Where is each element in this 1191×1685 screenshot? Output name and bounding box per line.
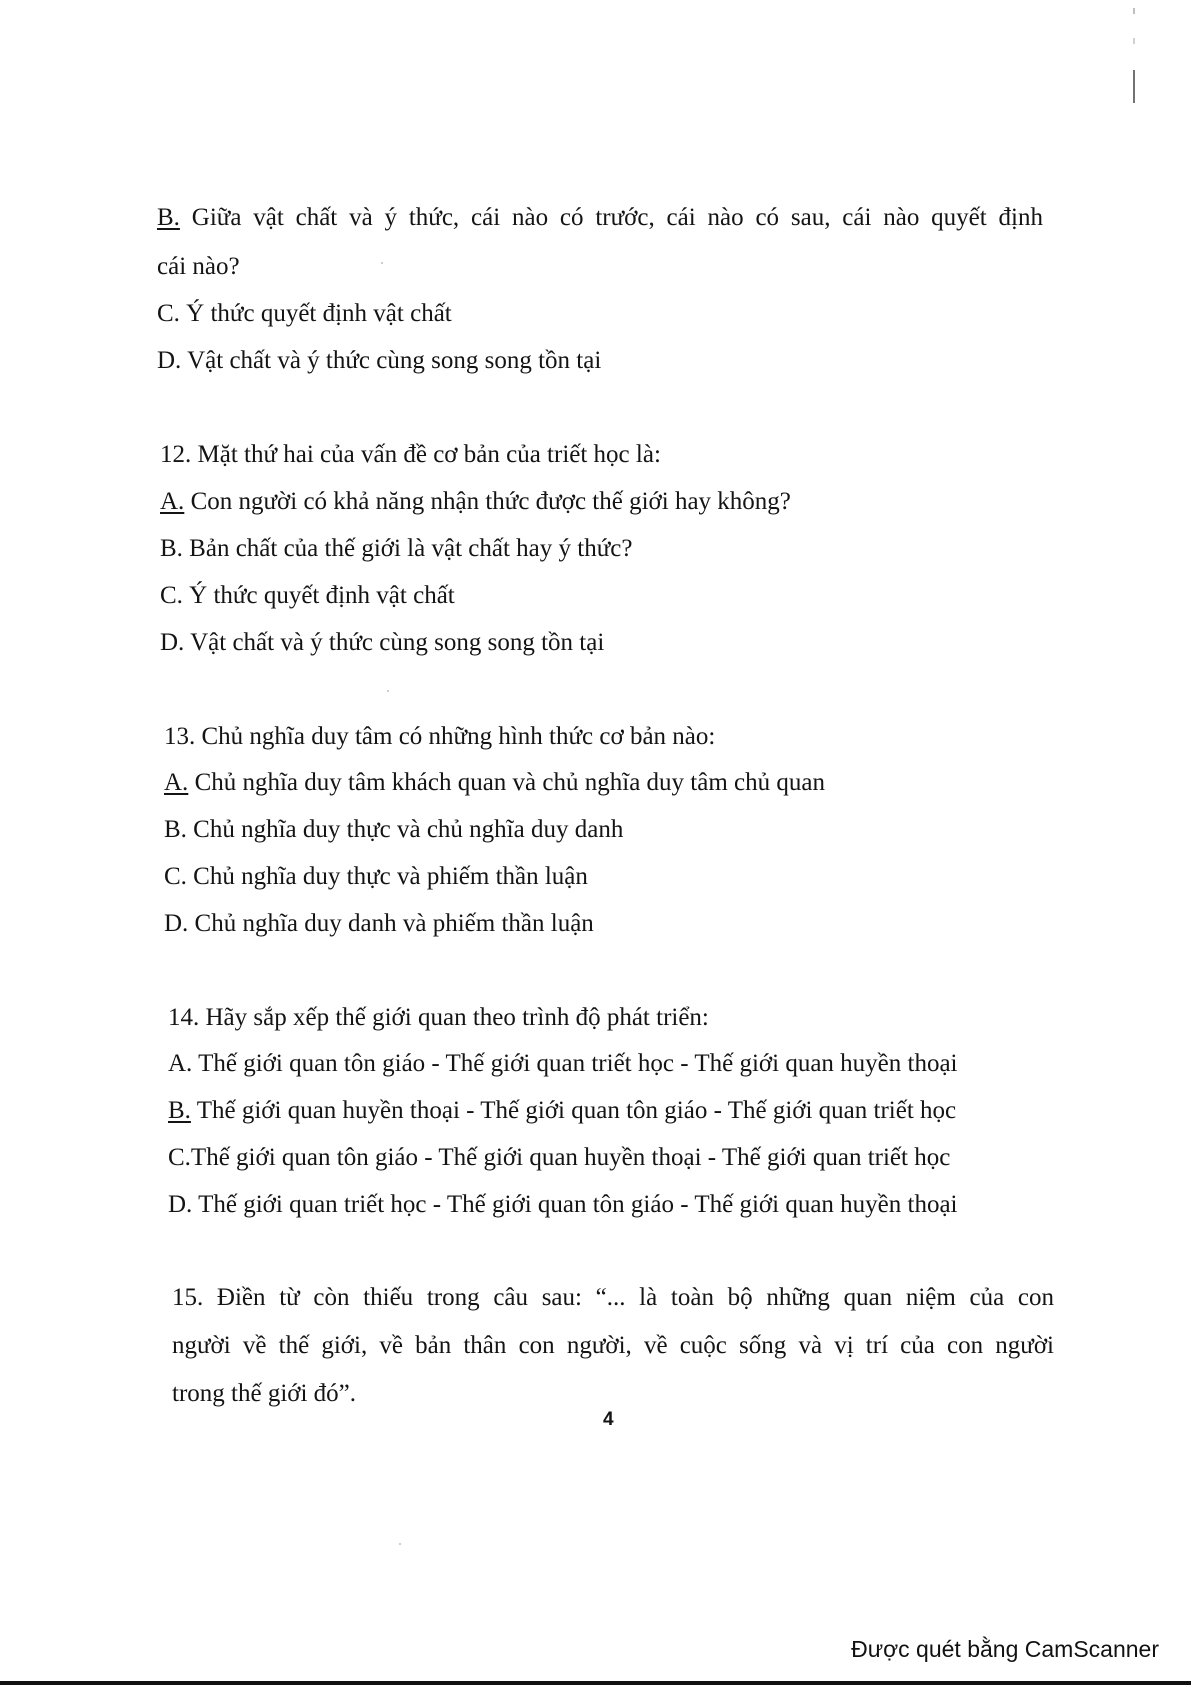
q13-option-c: C. Chủ nghĩa duy thực và phiếm thần luận (164, 863, 588, 890)
q11-option-d: D. Vật chất và ý thức cùng song song tồn tại (157, 347, 602, 374)
page-number: 4 (603, 1409, 614, 1430)
q15-prompt-line2 (172, 1331, 1054, 1361)
scan-speck (381, 262, 383, 264)
q15-prompt-line1-text: 15. Điền từ còn thiếu trong câu sau: “... là toàn bộ những quan niệm của con (172, 1284, 1054, 1311)
q12-option-d: D. Vật chất và ý thức cùng song song tồn tại (160, 629, 605, 656)
q12-option-a (160, 487, 791, 517)
q14-option-a: A. Thế giới quan tôn giáo - Thế giới quan triết học - Thế giới quan huyền thoại (168, 1050, 958, 1077)
q14-option-b (168, 1096, 956, 1126)
q12-option-b: B. Bản chất của thế giới là vật chất hay ý thức? (160, 535, 633, 562)
bottom-border (0, 1681, 1191, 1685)
q11-option-b-line1 (157, 203, 1043, 233)
q13-option-b: B. Chủ nghĩa duy thực và chủ nghĩa duy danh (164, 816, 624, 843)
q11-option-c: C. Ý thức quyết định vật chất (157, 300, 452, 327)
q11-correct-answer-marker: B. (157, 204, 180, 231)
q12-prompt: 12. Mặt thứ hai của vấn đề cơ bản của triết học là: (160, 441, 661, 468)
scan-speck (399, 1543, 401, 1545)
q13-prompt: 13. Chủ nghĩa duy tâm có những hình thức cơ bản nào: (164, 723, 716, 750)
q14-option-d: D. Thế giới quan triết học - Thế giới quan tôn giáo - Thế giới quan huyền thoại (168, 1191, 958, 1218)
q14-option-c: C.Thế giới quan tôn giáo - Thế giới quan huyền thoại - Thế giới quan triết học (168, 1144, 951, 1171)
q11-option-b-text: Giữa vật chất và ý thức, cái nào có trước, cái nào có sau, cái nào quyết định (179, 204, 1043, 231)
q14-option-b-text: Thế giới quan huyền thoại - Thế giới quan tôn giáo - Thế giới quan triết học (190, 1097, 957, 1124)
q15-prompt-line1 (172, 1283, 1054, 1313)
q12-option-c: C. Ý thức quyết định vật chất (160, 582, 455, 609)
scan-speck (387, 690, 389, 692)
q13-correct-answer-marker: A. (164, 769, 189, 796)
q15-prompt-line3: trong thế giới đó”. (172, 1380, 357, 1407)
scan-edge-mark (1133, 8, 1135, 103)
camscanner-watermark: Được quét bằng CamScanner (851, 1636, 1159, 1662)
q12-correct-answer-marker: A. (160, 488, 185, 515)
q13-option-d: D. Chủ nghĩa duy danh và phiếm thần luận (164, 910, 594, 937)
q14-correct-answer-marker: B. (168, 1097, 191, 1124)
q13-option-a (164, 768, 825, 798)
q14-prompt: 14. Hãy sắp xếp thế giới quan theo trình độ phát triển: (168, 1004, 709, 1031)
q15-prompt-line2-text: người về thế giới, về bản thân con người, về cuộc sống và vị trí của con người (172, 1332, 1054, 1359)
q11-option-b-line2: cái nào? (157, 253, 240, 280)
q13-option-a-text: Chủ nghĩa duy tâm khách quan và chủ nghĩa duy tâm chủ quan (188, 769, 825, 796)
q12-option-a-text: Con người có khả năng nhận thức được thế giới hay không? (184, 488, 791, 515)
